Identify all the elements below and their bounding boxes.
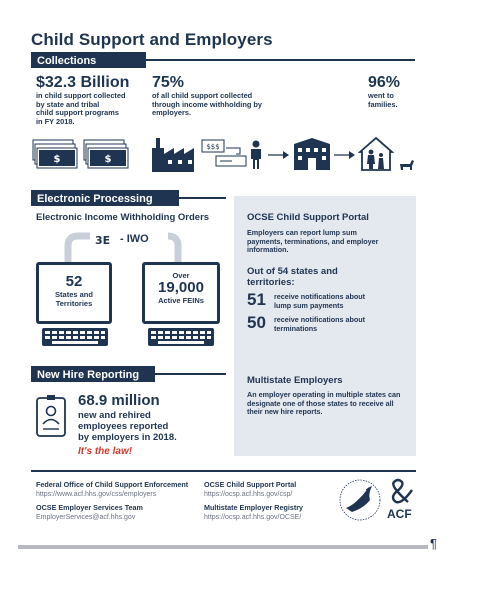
multistate-title: Multistate Employers [247,375,343,386]
person-icon [248,140,264,170]
states-label-1: States and [55,290,93,299]
portal-out-of: Out of 54 states and territories: [247,266,338,288]
portal-row1-number: 51 [247,290,266,309]
svg-text:$$$: $$$ [206,143,220,151]
factory-icon [150,134,206,174]
stat-75: 75% [152,74,185,91]
acf-logo-text: ACF [387,507,412,521]
footer-registry-link[interactable]: https://ocsp.acf.hhs.gov/OCSE/ [204,514,302,521]
arrow-right-icon-2 [334,150,356,160]
agency-building-icon [292,136,332,172]
stat-billion: $32.3 Billion [36,74,130,91]
new-hire-law: It's the law! [78,446,133,457]
footer-ocse-link[interactable]: https://www.acf.hhs.gov/css/employers [36,491,157,498]
collections-header: Collections [31,52,146,68]
monitor-feins [142,262,220,324]
money-stacks-icon [32,138,132,174]
new-hire-header: New Hire Reporting [31,366,155,382]
iwo-label: - IWO [120,233,149,245]
keyboard-icon-2 [148,328,214,346]
footer-team-email[interactable]: EmployerServices@acf.hhs.gov [36,514,136,521]
stat-billion-text: in child support collected by state and tribal child support programs in FY 2018. [36,91,126,126]
bottom-bar [18,545,428,549]
portal-row2-text: receive notifications about terminations [274,315,366,333]
keyboard-icon [42,328,108,346]
new-hire-value: 68.9 million [78,392,160,409]
family-house-icon [358,136,418,172]
svg-text:$: $ [104,154,112,165]
footer-portal-heading: OCSE Child Support Portal [204,480,297,489]
arrow-right-icon [268,150,290,160]
new-hire-text: new and rehired employees reported by employers in 2018. [78,410,177,443]
pilcrow-mark: ¶ [430,536,437,551]
id-badge-icon [36,394,66,438]
electronic-e-icon [95,234,115,246]
states-number: 52 [65,273,83,290]
portal-title: OCSE Child Support Portal [247,212,369,223]
feins-over: Over [172,271,190,280]
portal-text: Employers can report lump sum payments, terminations, and employer information. [247,228,379,255]
stat-96: 96% [368,74,401,91]
hhs-seal-icon [338,478,382,522]
check-icon [200,138,252,170]
feins-number: 19,000 [158,279,204,296]
stat-96-text: went to families. [368,91,398,109]
monitor-states [36,262,112,324]
portal-row2-number: 50 [247,313,266,332]
footer-registry-heading: Multistate Employer Registry [204,503,304,512]
electronic-header: Electronic Processing [31,190,179,206]
feins-label: Active FEINs [158,296,204,305]
svg-text:3E: 3E [95,234,111,246]
stat-75-text: of all child support collected through income withholding by employers. [152,91,263,118]
footer-rule [31,470,416,472]
footer-portal-link[interactable]: https://ocsp.acf.hhs.gov/csp/ [204,491,293,498]
portal-row1-text: receive notifications about lump sum payments [274,292,366,310]
page-title: Child Support and Employers [31,30,273,49]
footer-team-heading: OCSE Employer Services Team [36,503,143,512]
acf-ampersand-icon [384,476,420,506]
states-label-2: Territories [55,299,93,308]
electronic-subheader: Electronic Income Withholding Orders [36,212,210,223]
svg-text:$: $ [53,154,61,165]
multistate-text: An employer operating in multiple states can designate one of those states to receive all their new hire reports. [247,390,401,417]
footer-ocse-heading: Federal Office of Child Support Enforcement [36,480,189,489]
